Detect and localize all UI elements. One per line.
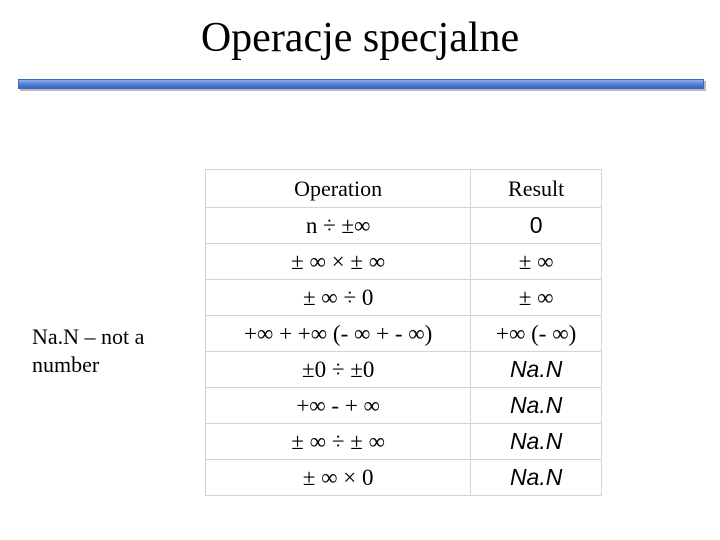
table-header-row: [206, 170, 602, 208]
table-row: [206, 316, 602, 352]
operation-cell: n ÷ ±∞: [206, 208, 471, 244]
slide-title: Operacje specjalne: [200, 15, 520, 61]
table-row: [206, 460, 602, 496]
operation-cell: +∞ + +∞ (- ∞ + - ∞): [206, 316, 471, 352]
table-row: [206, 388, 602, 424]
result-cell: Na.N: [471, 460, 602, 496]
operation-cell: ±0 ÷ ±0: [206, 352, 471, 388]
operation-cell: +∞ - + ∞: [206, 388, 471, 424]
result-cell: ± ∞: [471, 280, 602, 316]
table-row: [206, 208, 602, 244]
result-cell: 0: [471, 208, 602, 244]
operation-cell: ± ∞ × ± ∞: [206, 244, 471, 280]
table-row: [206, 352, 602, 388]
column-header-result: Result: [471, 170, 602, 208]
title-underline-bar: [18, 79, 704, 89]
column-header-operation: Operation: [206, 170, 471, 208]
result-cell: Na.N: [471, 388, 602, 424]
result-cell: Na.N: [471, 424, 602, 460]
table-row: [206, 244, 602, 280]
table-row: [206, 280, 602, 316]
result-cell: Na.N: [471, 352, 602, 388]
operation-cell: ± ∞ ÷ ± ∞: [206, 424, 471, 460]
operations-table: [205, 169, 602, 496]
operation-cell: ± ∞ × 0: [206, 460, 471, 496]
operation-cell: ± ∞ ÷ 0: [206, 280, 471, 316]
result-cell: +∞ (- ∞): [471, 316, 602, 352]
result-cell: ± ∞: [471, 244, 602, 280]
table-row: [206, 424, 602, 460]
nan-note: Na.N – not a number: [32, 324, 145, 377]
